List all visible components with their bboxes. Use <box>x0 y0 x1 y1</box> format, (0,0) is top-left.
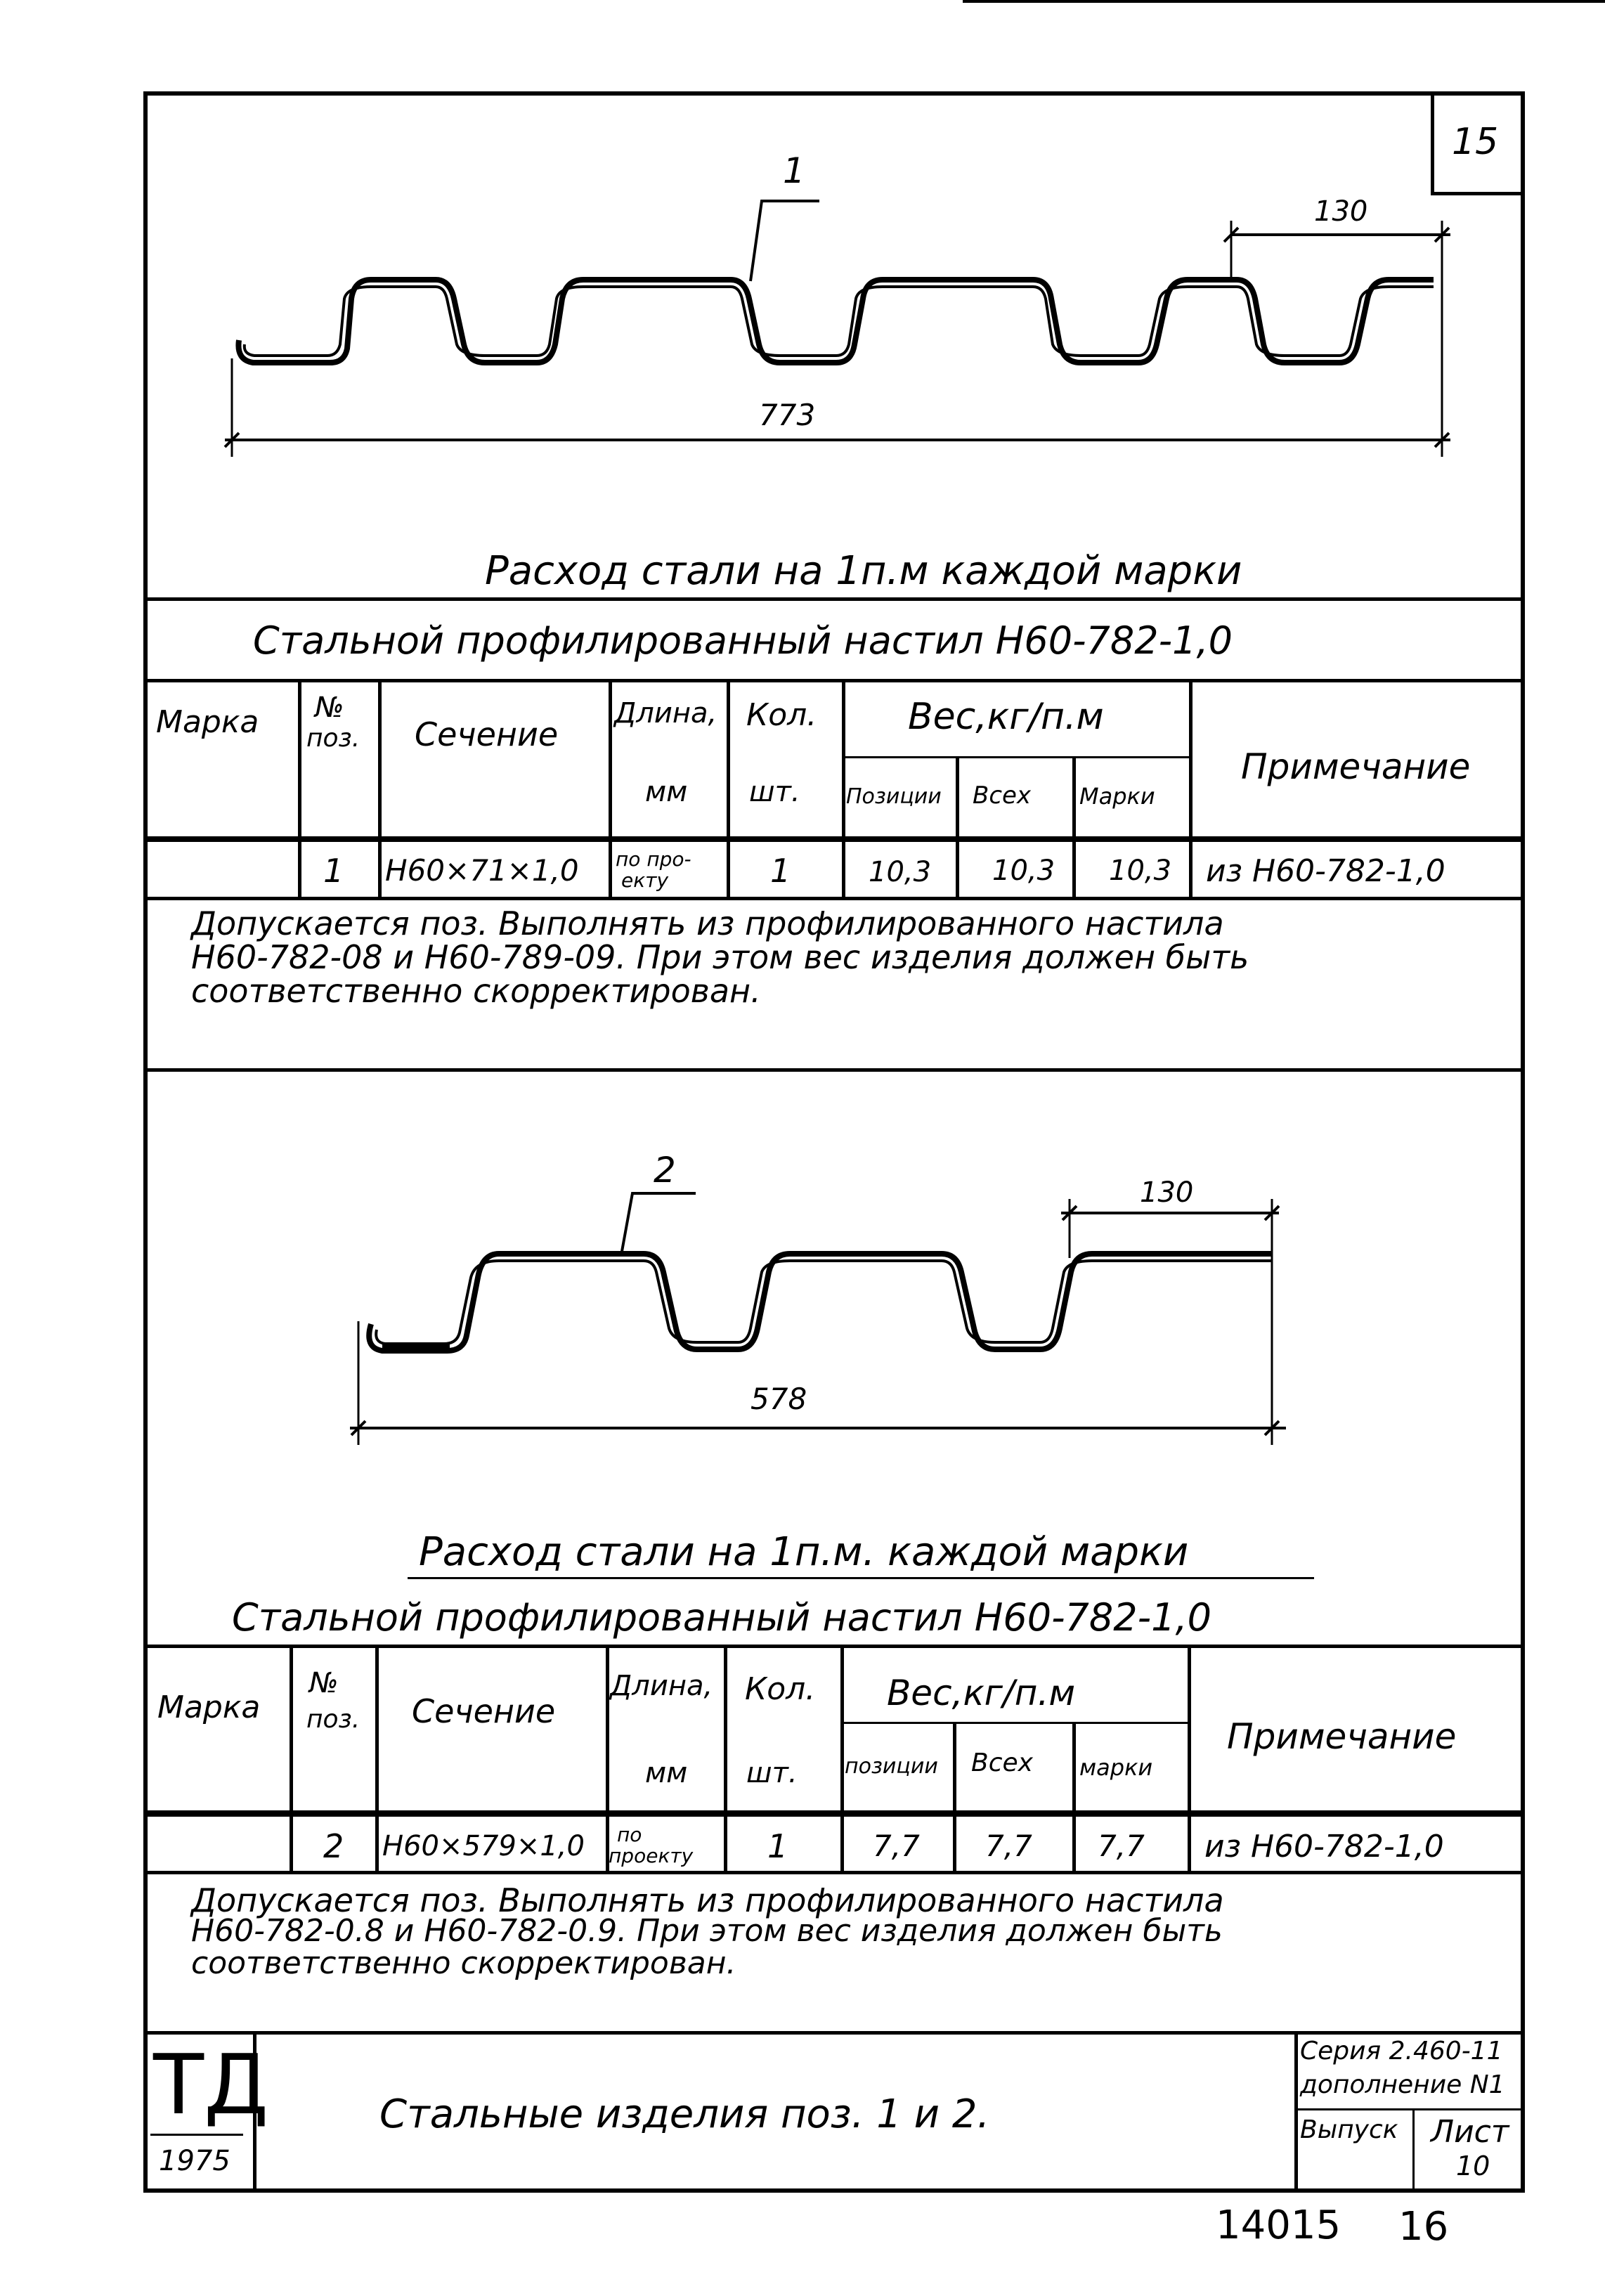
t1-r-pos: 1 <box>323 852 344 890</box>
t2-col-div <box>953 1722 956 1871</box>
t2-h-length2: мм <box>645 1757 688 1789</box>
t1-h-section: Сечение <box>415 715 559 753</box>
t2-h-pos1: № <box>309 1667 339 1699</box>
t2-col-div <box>1188 1645 1191 1871</box>
t1-h-pos2: поз. <box>306 724 360 753</box>
section2-heading: Расход стали на 1п.м. каждой марки <box>419 1529 1189 1575</box>
t2-h-wpos: позиции <box>845 1754 938 1779</box>
year: 1975 <box>159 2145 230 2177</box>
t2-h-qty1: Кол. <box>745 1671 816 1707</box>
table2-header-bottom <box>143 1810 1525 1817</box>
table2-weight-subline <box>840 1722 1188 1724</box>
heading-underline-2 <box>408 1577 1314 1579</box>
t1-h-qty2: шт. <box>749 776 800 808</box>
t1-h-wall: Всех <box>973 781 1032 810</box>
t2-remark-3: соответственно скорректирован. <box>191 1945 736 1981</box>
t2-r-wmark: 7,7 <box>1098 1829 1145 1863</box>
logo-underline <box>150 2134 243 2136</box>
dim-rib-1: 130 <box>1314 195 1368 228</box>
t1-r-qty: 1 <box>770 852 791 890</box>
t1-h-pos1: № <box>315 692 344 724</box>
title-block-right-hline <box>1294 2108 1525 2110</box>
page-number: 16 <box>1398 2204 1449 2250</box>
title-block-right-div <box>1294 2031 1298 2193</box>
t1-r-wmark: 10,3 <box>1109 855 1172 887</box>
table2-row-bottom <box>143 1871 1525 1874</box>
t2-col-div <box>1072 1722 1076 1871</box>
series-line1: Серия 2.460-11 <box>1300 2037 1503 2065</box>
table2-title-line <box>143 1645 1525 1648</box>
t1-h-note: Примечание <box>1241 746 1471 787</box>
dim-total-1: 773 <box>759 398 816 432</box>
title-block-top <box>143 2031 1525 2035</box>
t1-h-mark: Марка <box>156 704 259 740</box>
td-logo: ТД <box>153 2036 269 2133</box>
t2-r-length2: проекту <box>609 1844 694 1867</box>
t2-h-qty2: шт. <box>746 1757 798 1789</box>
t1-remark-1: Допускается поз. Выполнять из профилированного настила <box>191 904 1224 942</box>
title-block-right-vline <box>1412 2108 1415 2193</box>
title-block-title: Стальные изделия поз. 1 и 2. <box>379 2091 990 2137</box>
corner-number: 15 <box>1452 121 1499 163</box>
t2-h-mark: Марка <box>157 1689 261 1725</box>
t1-r-section: Н60×71×1,0 <box>385 853 579 888</box>
dim-rib-2: 130 <box>1140 1176 1194 1209</box>
t2-h-length1: Длина, <box>610 1670 713 1702</box>
t2-h-weight: Вес,кг/п.м <box>887 1673 1076 1713</box>
sheet-value: 10 <box>1456 2151 1490 2181</box>
t2-r-length1: по <box>617 1823 642 1846</box>
t2-h-note: Примечание <box>1227 1716 1457 1757</box>
sheet-label: Лист <box>1431 2114 1509 2150</box>
t2-r-section: Н60×579×1,0 <box>382 1830 585 1862</box>
t2-h-wmark: марки <box>1079 1754 1153 1781</box>
t1-r-wpos: 10,3 <box>869 856 932 888</box>
t1-h-length2: мм <box>645 776 688 808</box>
t1-r-wall: 10,3 <box>992 855 1055 887</box>
archive-number: 14015 <box>1216 2203 1341 2248</box>
issue-label: Выпуск <box>1300 2115 1398 2144</box>
t2-r-wall: 7,7 <box>985 1829 1032 1863</box>
t1-h-weight: Вес,кг/п.м <box>908 696 1104 738</box>
series-line2: дополнение N1 <box>1300 2070 1505 2099</box>
table2-title: Стальной профилированный настил Н60-782-1,0 <box>232 1595 1211 1640</box>
section1-heading: Расход стали на 1п.м каждой марки <box>485 548 1242 594</box>
t2-col-div <box>375 1645 379 1871</box>
t2-h-section: Сечение <box>412 1692 556 1730</box>
t2-col-div <box>724 1645 727 1871</box>
leader-label-2: 2 <box>654 1150 676 1191</box>
t2-col-div <box>290 1645 293 1871</box>
dim-total-2: 578 <box>750 1382 807 1416</box>
t1-r-length1: по про- <box>616 848 691 871</box>
t2-remark-1: Допускается поз. Выполнять из профилированного настила <box>191 1881 1224 1919</box>
t2-h-wall: Всех <box>971 1749 1033 1777</box>
t1-h-wmark: Марки <box>1079 783 1155 810</box>
t1-r-note: из Н60-782-1,0 <box>1206 853 1445 889</box>
t2-remark-2: Н60-782-0.8 и Н60-782-0.9. При этом вес изделия должен быть <box>191 1913 1223 1949</box>
t2-h-pos2: поз. <box>306 1705 360 1734</box>
t1-h-qty1: Кол. <box>746 697 817 733</box>
t1-h-length1: Длина, <box>614 697 717 729</box>
t1-h-wpos: Позиции <box>846 784 942 809</box>
leader-label-1: 1 <box>783 150 805 191</box>
t2-r-wpos: 7,7 <box>873 1829 920 1863</box>
table1-title: Стальной профилированный настил Н60-782-1,0 <box>253 618 1233 663</box>
t2-r-qty: 1 <box>767 1827 788 1865</box>
t1-remark-3: соответственно скорректирован. <box>191 972 761 1010</box>
t1-r-length2: екту <box>621 869 669 892</box>
t2-r-pos: 2 <box>323 1827 344 1865</box>
t2-r-note: из Н60-782-1,0 <box>1204 1829 1444 1864</box>
t2-col-div <box>606 1645 609 1871</box>
t1-remark-2: Н60-782-08 и Н60-789-09. При этом вес изделия должен быть <box>191 938 1249 976</box>
t2-col-div <box>840 1645 844 1871</box>
